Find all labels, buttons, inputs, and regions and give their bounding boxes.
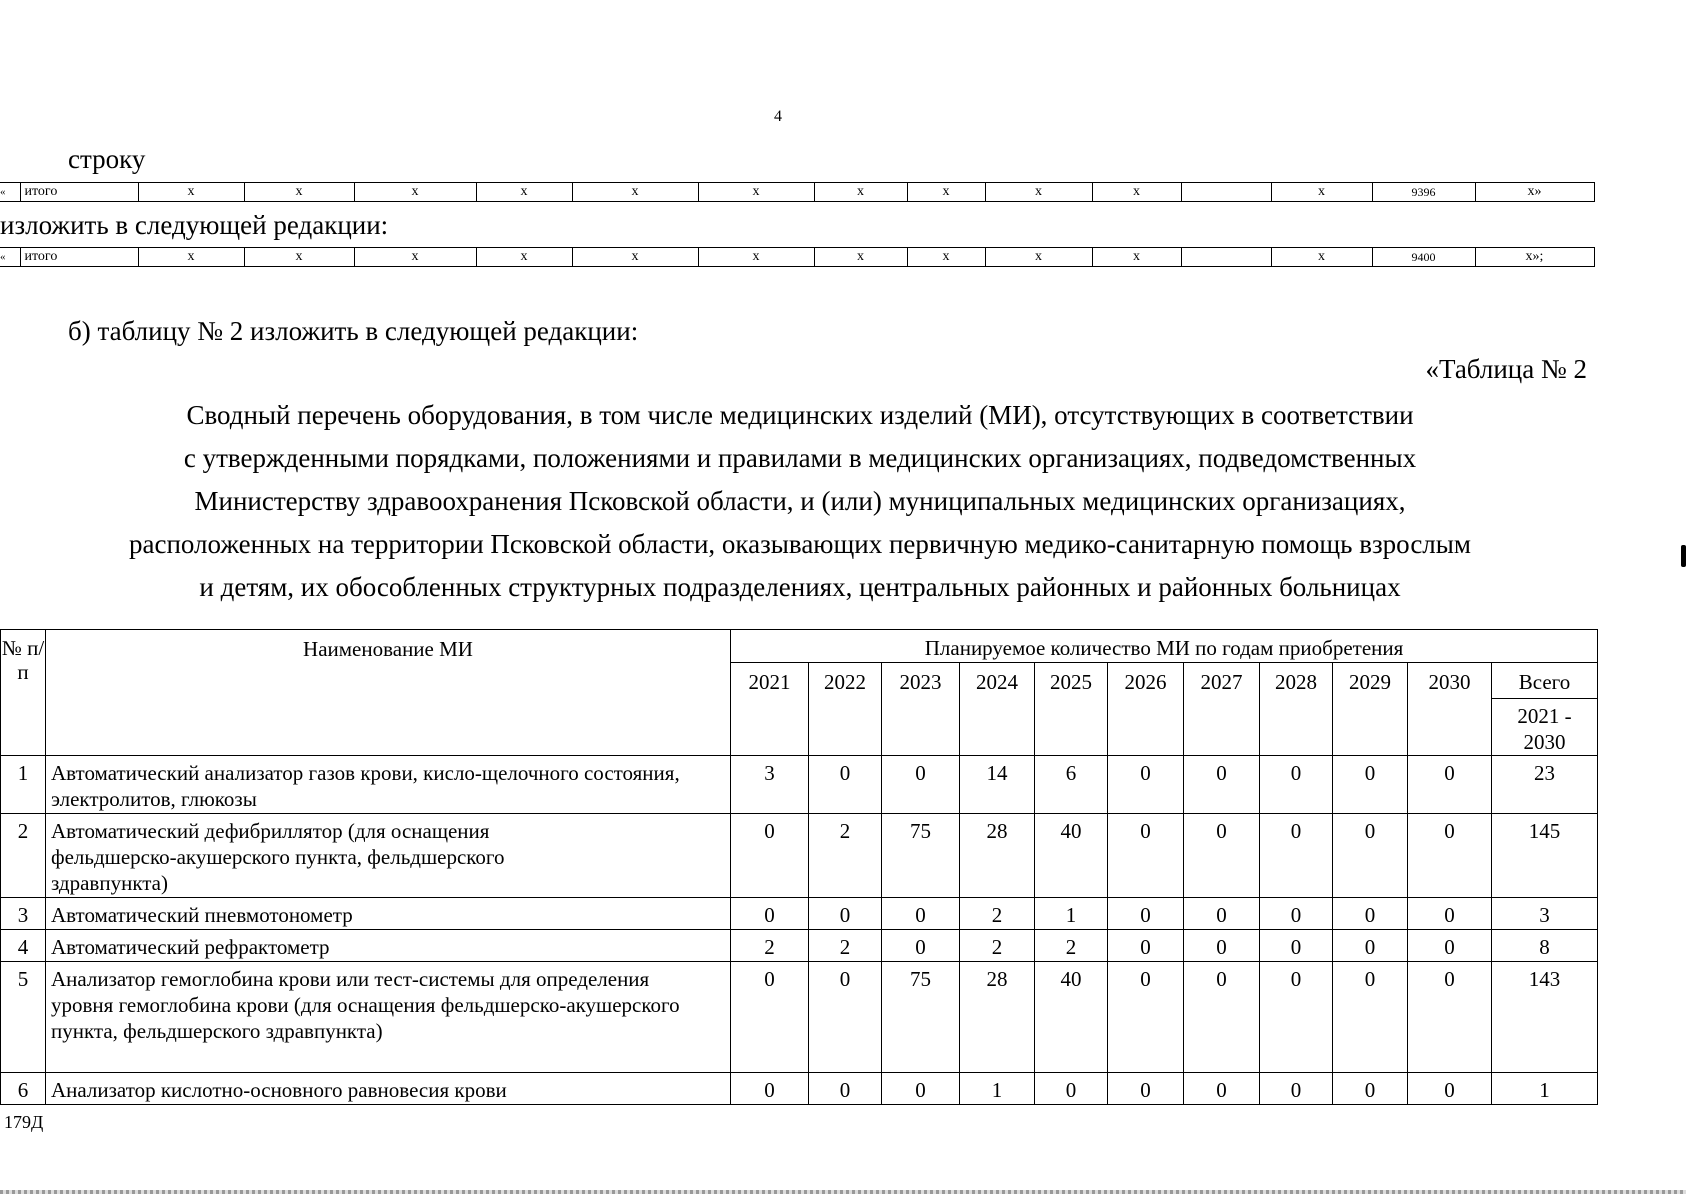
title-line: и детям, их обособленных структурных подразделениях, центральных районных и районных больницах [199,572,1401,602]
row-value: 1 [960,1073,1035,1105]
footer-code: 179Д [4,1112,44,1132]
itogo-last: x»; [1475,248,1594,267]
itogo-cell: x [244,248,354,267]
row-value: 0 [731,1073,809,1105]
itogo-cell: x [814,183,907,202]
row-value: 0 [1108,930,1184,962]
itogo-cell: x [985,248,1092,267]
row-value: 3 [731,756,809,814]
row-value: 2 [960,930,1035,962]
itogo-total: 9396 [1372,183,1475,202]
itogo-cell: x [1092,248,1181,267]
row-value: 0 [809,1073,882,1105]
year-header: 2022 [809,663,882,756]
title-line: с утвержденными порядками, положениями и правилами в медицинских организациях, подведомственных [183,443,1417,473]
row-number: 2 [1,814,46,898]
itogo-row-before [0,182,1595,202]
row-value: 0 [1184,930,1260,962]
row-value: 40 [1035,814,1108,898]
name-header: Наименование МИ [46,630,731,756]
itogo-label: итого [20,183,138,202]
itogo-cell: x [1092,183,1181,202]
row-name: Автоматический дефибриллятор (для оснащения фельдшерско-акушерского пункта, фельдшерского здравпункта) [46,814,731,898]
row-value: 0 [1184,756,1260,814]
row-value: 0 [1035,1073,1108,1105]
itogo-cell: x [138,183,244,202]
year-header: 2025 [1035,663,1108,756]
row-number: 3 [1,898,46,930]
row-value: 28 [960,962,1035,1073]
row-value: 0 [1260,814,1333,898]
year-header: 2029 [1333,663,1408,756]
itogo-cell: x [354,183,476,202]
row-value: 0 [809,962,882,1073]
itogo-cell: x [1271,183,1372,202]
group-header: Планируемое количество МИ по годам приобретения [731,630,1598,663]
row-value: 0 [1184,962,1260,1073]
row-value: 1 [1035,898,1108,930]
row-name: Автоматический рефрактометр [46,930,731,962]
itogo-cell: x [1271,248,1372,267]
row-value: 0 [731,898,809,930]
itogo-cell [1181,183,1271,202]
row-value: 6 [1035,756,1108,814]
table-row [1,814,1598,898]
itogo-label: итого [20,248,138,267]
num-header: № п/п [1,630,46,756]
row-value: 0 [1408,1073,1492,1105]
table-row [1,962,1598,1073]
table-row [1,930,1598,962]
row-total: 23 [1492,756,1598,814]
row-value: 0 [1333,1073,1408,1105]
row-value: 0 [1260,930,1333,962]
row-total: 143 [1492,962,1598,1073]
itogo-cell: x [572,183,698,202]
row-total: 3 [1492,898,1598,930]
year-header: 2030 [1408,663,1492,756]
row-value: 2 [809,814,882,898]
itogo-cell: x [354,248,476,267]
title-line: Сводный перечень оборудования, в том числе медицинских изделий (МИ), отсутствующих в соответствии [186,400,1414,430]
row-value: 0 [1108,756,1184,814]
row-value: 75 [882,962,960,1073]
row-value: 2 [731,930,809,962]
row-number: 4 [1,930,46,962]
row-value: 0 [1333,814,1408,898]
itogo-cell: x [244,183,354,202]
itogo-cell: x [138,248,244,267]
intro-word: строку [68,144,146,174]
open-quote: « [0,183,20,202]
row-value: 0 [809,756,882,814]
row-value: 0 [1108,814,1184,898]
row-value: 75 [882,814,960,898]
row-name: Анализатор кислотно-основного равновесия крови [46,1073,731,1105]
table-row [1,898,1598,930]
row-value: 0 [1260,1073,1333,1105]
year-header: 2026 [1108,663,1184,756]
row-value: 0 [1408,756,1492,814]
row-value: 0 [1408,898,1492,930]
itogo-row-after [0,247,1595,267]
row-total: 8 [1492,930,1598,962]
table-row [1,756,1598,814]
itogo-cell: x [698,183,814,202]
total-range: 2021 - 2030 [1492,699,1598,756]
year-header: 2027 [1184,663,1260,756]
equipment-table [0,629,1598,1105]
itogo-cell: x [476,183,572,202]
row-value: 0 [1108,962,1184,1073]
row-value: 0 [731,962,809,1073]
row-value: 0 [1333,756,1408,814]
restate-text: изложить в следующей редакции: [0,210,389,240]
row-value: 0 [882,898,960,930]
table-row [1,1073,1598,1105]
row-value: 0 [1260,756,1333,814]
table-caption: «Таблица № 2 [1425,354,1587,384]
row-value: 0 [882,930,960,962]
row-name: Анализатор гемоглобина крови или тест-системы для определения уровня гемоглобина крови (для оснащения фельдшерско-акушерского пункта, фельдшерского здравпункта) [46,962,731,1073]
title-line: Министерству здравоохранения Псковской области, и (или) муниципальных медицинских организациях, [194,486,1406,516]
row-value: 0 [1260,898,1333,930]
itogo-cell: x [907,248,985,267]
itogo-total: 9400 [1372,248,1475,267]
page-number: 4 [774,108,782,125]
row-number: 5 [1,962,46,1073]
row-value: 0 [882,756,960,814]
itogo-cell: x [572,248,698,267]
row-value: 0 [1333,898,1408,930]
itogo-cell [1181,248,1271,267]
total-header: Всего [1492,663,1598,699]
paragraph-b: б) таблицу № 2 изложить в следующей редакции: [68,316,639,346]
itogo-cell: x [476,248,572,267]
row-value: 0 [1333,930,1408,962]
row-name: Автоматический анализатор газов крови, кисло-щелочного состояния, электролитов, глюкозы [46,756,731,814]
scan-edge-mark [1681,545,1686,567]
year-header: 2028 [1260,663,1333,756]
row-value: 0 [1333,962,1408,1073]
row-value: 0 [1184,898,1260,930]
open-quote: « [0,248,20,267]
itogo-cell: x [814,248,907,267]
row-value: 0 [1260,962,1333,1073]
year-header: 2021 [731,663,809,756]
scan-border [0,1190,1686,1194]
row-value: 2 [1035,930,1108,962]
row-value: 14 [960,756,1035,814]
row-number: 6 [1,1073,46,1105]
row-value: 0 [1184,1073,1260,1105]
row-value: 0 [731,814,809,898]
row-number: 1 [1,756,46,814]
row-value: 2 [809,930,882,962]
row-value: 0 [1184,814,1260,898]
row-value: 0 [882,1073,960,1105]
itogo-cell: x [985,183,1092,202]
row-value: 0 [1408,930,1492,962]
year-header: 2023 [882,663,960,756]
row-value: 0 [1108,898,1184,930]
row-value: 0 [1108,1073,1184,1105]
row-name: Автоматический пневмотонометр [46,898,731,930]
row-value: 0 [1408,962,1492,1073]
row-total: 1 [1492,1073,1598,1105]
row-value: 40 [1035,962,1108,1073]
itogo-cell: x [907,183,985,202]
row-total: 145 [1492,814,1598,898]
row-value: 0 [1408,814,1492,898]
itogo-cell: x [698,248,814,267]
row-value: 28 [960,814,1035,898]
row-value: 2 [960,898,1035,930]
itogo-last: x» [1475,183,1594,202]
title-line: расположенных на территории Псковской области, оказывающих первичную медико-санитарную помощь взрослым [128,529,1472,559]
row-value: 0 [809,898,882,930]
year-header: 2024 [960,663,1035,756]
